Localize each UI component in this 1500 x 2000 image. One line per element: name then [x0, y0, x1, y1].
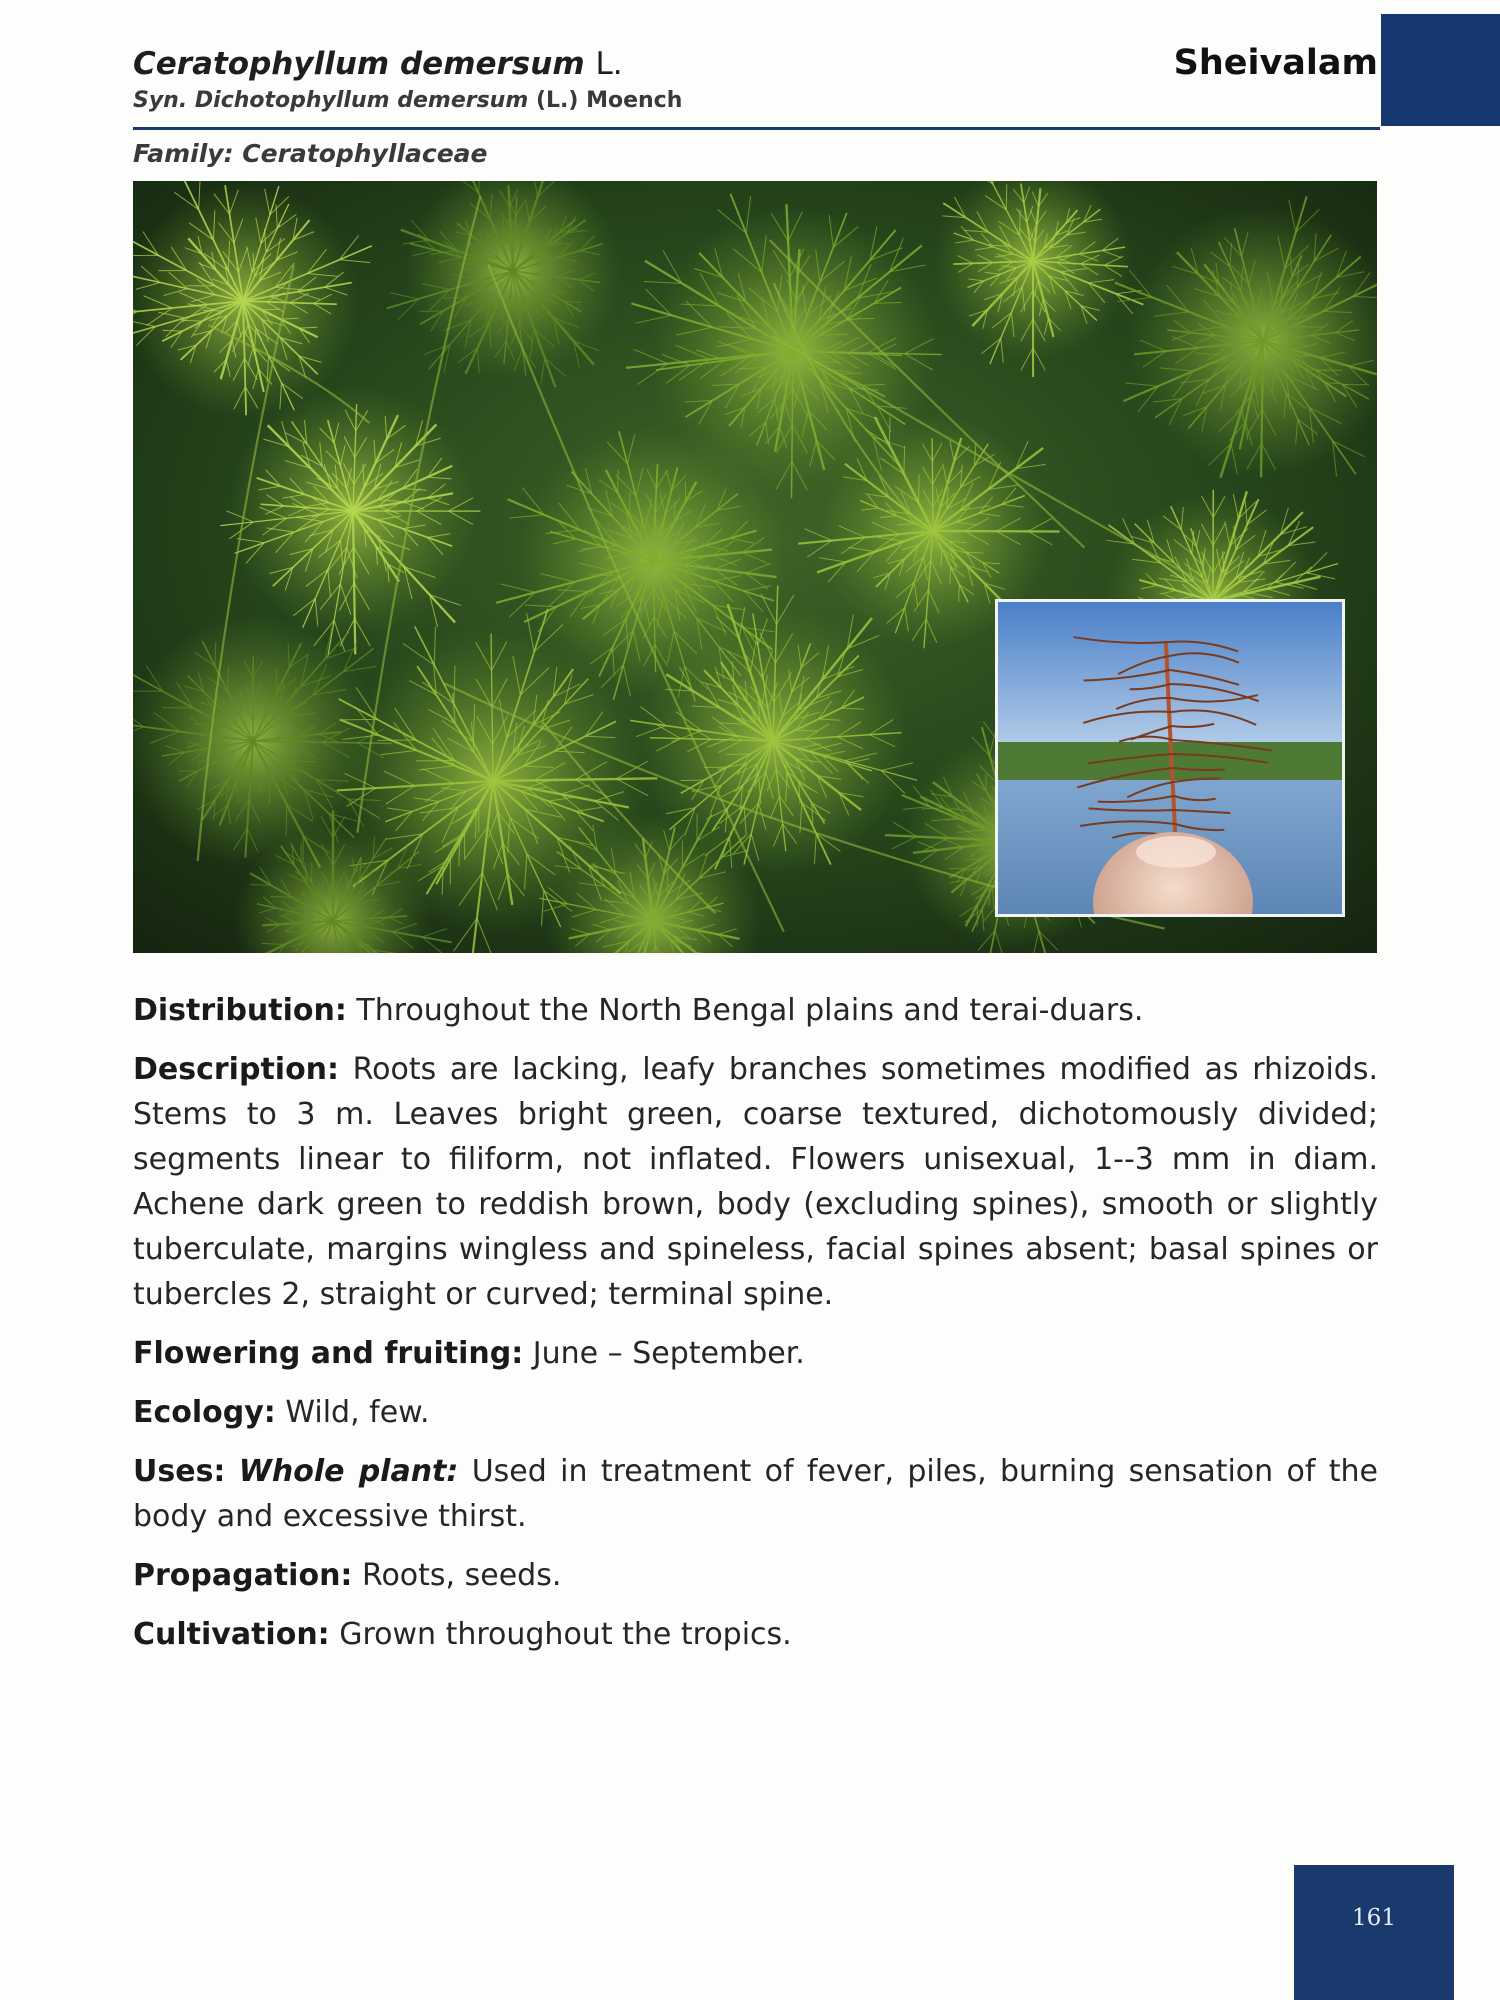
- ecology-text: Wild, few.: [275, 1395, 430, 1430]
- synonym-prefix: Syn.: [133, 88, 188, 113]
- ecology-label: Ecology:: [133, 1395, 276, 1430]
- synonym-name: Dichotophyllum demersum: [194, 88, 529, 113]
- description-text: Roots are lacking, leafy branches sometimes modified as rhizoids. Stems to 3 m. Leaves bright green, coarse textured, dichotomously divided; segments linear to filiform, not inflated. Flowers unisexual, 1--3 mm in diam. Achene dark green to reddish brown, body (excluding spines), smooth or slightly tuberculate, margins wingless and spineless, facial spines absent; basal spines or tubercles 2, straight or curved; terminal spine.: [133, 1052, 1378, 1312]
- description-label: Description:: [133, 1052, 340, 1087]
- ecology-section: [133, 1390, 1378, 1435]
- uses-text: Used in treatment of fever, piles, burning sensation of the body and excessive thirst.: [133, 1454, 1378, 1534]
- local-name: Sheivalam: [1173, 43, 1378, 83]
- distribution-text: Throughout the North Bengal plains and terai-duars.: [346, 993, 1144, 1028]
- family-label: Family: Ceratophyllaceae: [133, 139, 488, 168]
- header-rule: [133, 127, 1380, 130]
- uses-sublabel: Whole plant:: [238, 1454, 459, 1489]
- species-header: [133, 44, 1033, 116]
- synonym-line: [133, 86, 1033, 116]
- flowering-text: June – September.: [523, 1336, 805, 1371]
- page-number: 161: [1352, 1905, 1396, 1931]
- uses-section: [133, 1449, 1378, 1539]
- corner-tab: [1381, 14, 1500, 126]
- distribution-section: [133, 988, 1378, 1033]
- uses-label: Uses:: [133, 1454, 226, 1489]
- page-number-box: [1294, 1865, 1454, 2000]
- description-section: [133, 1047, 1378, 1317]
- propagation-section: [133, 1553, 1378, 1598]
- cultivation-section: [133, 1612, 1378, 1657]
- species-description: [133, 988, 1378, 1671]
- species-author: L.: [595, 46, 623, 82]
- cultivation-label: Cultivation:: [133, 1617, 330, 1652]
- specimen-inset-photo: [995, 599, 1345, 917]
- species-name: Ceratophyllum demersum: [133, 46, 585, 82]
- distribution-label: Distribution:: [133, 993, 347, 1028]
- species-title: [133, 44, 1033, 84]
- cultivation-text: Grown throughout the tropics.: [329, 1617, 792, 1652]
- propagation-text: Roots, seeds.: [352, 1558, 562, 1593]
- flowering-section: [133, 1331, 1378, 1376]
- propagation-label: Propagation:: [133, 1558, 353, 1593]
- synonym-author: (L.) Moench: [535, 88, 683, 113]
- flowering-label: Flowering and fruiting:: [133, 1336, 524, 1371]
